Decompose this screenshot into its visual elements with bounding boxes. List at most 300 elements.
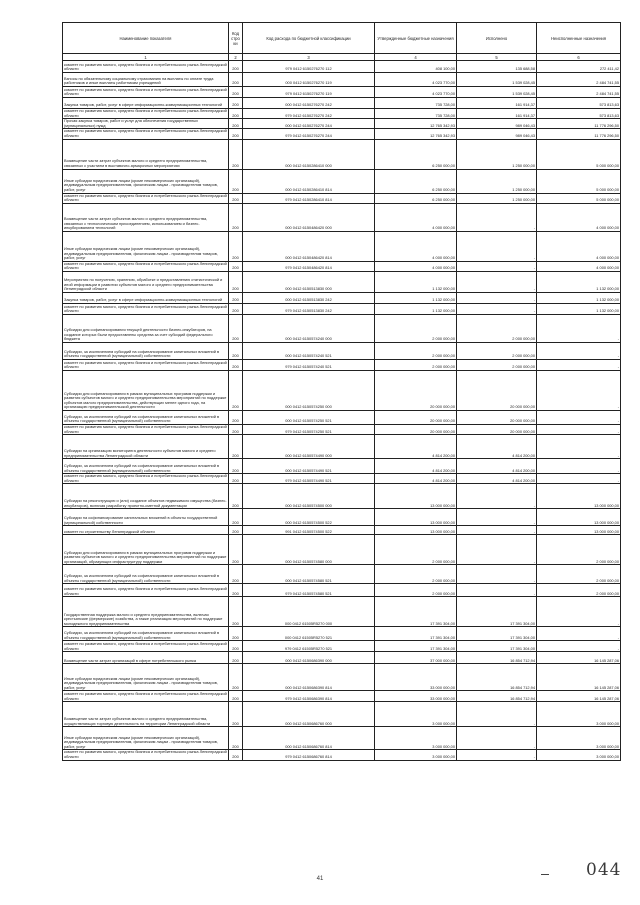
row-budget-code: 979 0412 6150574490 521 <box>243 474 375 484</box>
row-unexecuted-amount: 13 000 000,00 <box>537 484 621 509</box>
row-indicator-name: Субсидии, за исключением субсидий на софинансирование капитальных вложений в объекты государственной (муниципальной) собственности <box>63 565 229 584</box>
row-approved-amount: 1 132 000,00 <box>375 292 457 303</box>
row-line-code: 200 <box>229 292 243 303</box>
row-line-code: 200 <box>229 303 243 314</box>
row-unexecuted-amount: 2 000 000,00 <box>537 565 621 584</box>
row-line-code: 200 <box>229 359 243 370</box>
table-row <box>63 292 621 303</box>
table-row <box>63 424 621 434</box>
row-budget-code: 979 0412 6150486420 814 <box>243 261 375 271</box>
row-indicator-name: Иные субсидии юридическим лицам (кроме некоммерческих организаций), индивидуальным предпринимателям, физическим лицам - производителям товаров, работ, услуг <box>63 664 229 691</box>
row-budget-code: 000 0412 6150513830 242 <box>243 292 375 303</box>
row-executed-amount: - <box>457 271 537 292</box>
row-budget-code: 979 0412 6150513830 242 <box>243 303 375 314</box>
table-row <box>63 584 621 597</box>
table-row <box>63 261 621 271</box>
row-executed-amount: 4 814 200,00 <box>457 435 537 459</box>
row-indicator-name: комитет по развитию малого, среднего бизнеса и потребительского рынка Ленинградской области <box>64 61 227 72</box>
row-line-code: 200 <box>229 535 243 565</box>
row-indicator-name: Иные субсидии юридическим лицам (кроме некоммерческих организаций), индивидуальным предпринимателям, физическим лицам - производителям товаров, работ, услуг <box>63 727 229 750</box>
row-unexecuted-amount: - <box>537 627 621 641</box>
row-unexecuted-amount: 11 776 296,50 <box>537 119 621 129</box>
table-row <box>63 484 621 509</box>
row-budget-code: 000 0412 6150686760 814 <box>243 727 375 750</box>
row-approved-amount: 2 000 000,00 <box>375 314 457 342</box>
row-executed-amount: - <box>457 261 537 271</box>
row-line-code: 200 <box>229 652 243 664</box>
row-approved-amount: 6 250 000,00 <box>375 139 457 169</box>
column-number: 5 <box>457 54 537 61</box>
row-budget-code: 000 0412 6150574580 000 <box>243 535 375 565</box>
row-budget-code: 991 0412 6150574500 522 <box>243 526 375 535</box>
row-approved-amount: 3 000 000,00 <box>375 702 457 727</box>
row-unexecuted-amount: 11 776 296,50 <box>537 129 621 139</box>
row-line-code: 200 <box>229 474 243 484</box>
row-approved-amount: 2 000 000,00 <box>375 565 457 584</box>
row-indicator-name: Субсидии, за исключением субсидий на софинансирование капитальных вложений в объекты государственной (муниципальной) собственности <box>63 342 229 359</box>
row-executed-amount: 1 250 000,00 <box>457 169 537 193</box>
row-line-code: 200 <box>229 526 243 535</box>
row-executed-amount: - <box>457 484 537 509</box>
row-indicator-name: комитет по строительству Ленинградской области <box>63 526 229 535</box>
row-budget-code: 000 0412 6150286410 000 <box>243 139 375 169</box>
row-budget-code: 979 0412 6150574580 521 <box>243 584 375 597</box>
row-approved-amount: 4 023 770,00 <box>375 73 457 87</box>
row-unexecuted-amount: 16 145 287,06 <box>537 664 621 691</box>
row-approved-amount: 33 000 000,00 <box>375 664 457 691</box>
row-indicator-name: комитет по развитию малого, среднего бизнеса и потребительского рынка Ленинградской области <box>64 108 227 118</box>
row-executed-amount: 17 391 304,00 <box>457 597 537 627</box>
row-line-code: 200 <box>229 565 243 584</box>
table-row <box>63 410 621 424</box>
row-line-code: 200 <box>229 584 243 597</box>
row-executed-amount: 20 000 000,00 <box>457 410 537 424</box>
row-line-code: 200 <box>229 129 243 139</box>
row-indicator-name: Возмещение части затрат организаций в сфере потребительского рынка <box>63 652 229 664</box>
table-row <box>63 727 621 750</box>
row-approved-amount: 2 000 000,00 <box>375 584 457 597</box>
row-approved-amount: 20 000 000,00 <box>375 424 457 434</box>
row-unexecuted-amount: 4 000 000,00 <box>537 261 621 271</box>
row-unexecuted-amount: - <box>537 370 621 410</box>
table-row <box>63 203 621 231</box>
row-line-code: 200 <box>229 370 243 410</box>
row-indicator-name: Субсидии, за исключением субсидий на софинансирование капитальных вложений в объекты государственной (муниципальной) собственности <box>63 627 229 641</box>
row-indicator-name: комитет по развитию малого, среднего бизнеса и потребительского рынка Ленинградской области <box>64 749 227 759</box>
row-approved-amount: 17 391 304,00 <box>375 641 457 652</box>
row-line-code: 200 <box>229 193 243 203</box>
row-line-code: 200 <box>229 119 243 129</box>
row-budget-code: 979 0412 6150276270 242 <box>243 109 375 119</box>
row-budget-code: 000 0412 61505R5270 000 <box>243 597 375 627</box>
table-row <box>63 342 621 359</box>
row-approved-amount: 1 132 000,00 <box>375 303 457 314</box>
row-unexecuted-amount: 2 000 000,00 <box>537 535 621 565</box>
row-budget-code: 979 0412 6150276270 244 <box>243 129 375 139</box>
row-approved-amount: 17 391 304,00 <box>375 627 457 641</box>
row-approved-amount: 6 250 000,00 <box>375 193 457 203</box>
table-row <box>63 119 621 129</box>
row-approved-amount: 2 000 000,00 <box>375 342 457 359</box>
row-executed-amount: 1 250 000,00 <box>457 139 537 169</box>
row-budget-code: 979 0412 6150574250 521 <box>243 424 375 434</box>
row-indicator-name: комитет по развитию малого, среднего бизнеса и потребительского рынка Ленинградской области <box>64 261 227 271</box>
table-row <box>63 109 621 119</box>
row-approved-amount: 735 728,00 <box>375 109 457 119</box>
table-row <box>63 370 621 410</box>
row-approved-amount: 4 023 770,00 <box>375 87 457 98</box>
row-unexecuted-amount: - <box>537 314 621 342</box>
row-budget-code: 000 0412 6150686390 814 <box>243 664 375 691</box>
row-line-code: 200 <box>229 424 243 434</box>
row-budget-code: 979 0412 61505R5270 521 <box>243 641 375 652</box>
row-indicator-name: Субсидии на реконструкцию и (или) создание объектов недвижимого имущества (бизнес-инкубаторов), включая разработку проектно-сметной документации <box>63 484 229 509</box>
row-approved-amount: 6 250 000,00 <box>375 169 457 193</box>
row-line-code: 200 <box>229 484 243 509</box>
row-unexecuted-amount: - <box>537 435 621 459</box>
row-line-code: 200 <box>229 271 243 292</box>
row-approved-amount: 13 000 000,00 <box>375 509 457 526</box>
row-executed-amount: 1 539 028,45 <box>457 73 537 87</box>
table-row <box>63 652 621 664</box>
row-executed-amount: 20 000 000,00 <box>457 424 537 434</box>
row-budget-code: 000 0412 6150686390 000 <box>243 652 375 664</box>
row-unexecuted-amount: - <box>537 459 621 474</box>
row-approved-amount: 4 814 200,00 <box>375 435 457 459</box>
row-indicator-name: Закупка товаров, работ, услуг в сфере информационно-коммуникационных технологий <box>63 292 229 303</box>
row-budget-code: 000 0412 6150286410 814 <box>243 169 375 193</box>
column-number-row <box>63 54 621 61</box>
row-line-code: 200 <box>229 139 243 169</box>
table-row <box>63 73 621 87</box>
row-executed-amount: 17 391 304,00 <box>457 641 537 652</box>
table-row <box>63 271 621 292</box>
row-executed-amount: - <box>457 292 537 303</box>
row-unexecuted-amount: 13 000 000,00 <box>537 526 621 535</box>
row-executed-amount: - <box>457 565 537 584</box>
row-indicator-name: Субсидии на организацию мониторинга деятельности субъектов малого и среднего предпринимательства Ленинградской области <box>63 435 229 459</box>
row-budget-code: 979 0412 6150686390 814 <box>243 691 375 702</box>
row-indicator-name: комитет по развитию малого, среднего бизнеса и потребительского рынка Ленинградской области <box>64 691 227 701</box>
table-body <box>63 61 621 761</box>
row-executed-amount: - <box>457 750 537 760</box>
row-executed-amount: 135 688,58 <box>457 61 537 73</box>
row-unexecuted-amount: - <box>537 359 621 370</box>
row-unexecuted-amount: 573 813,63 <box>537 98 621 109</box>
row-executed-amount: 16 854 712,94 <box>457 652 537 664</box>
row-line-code: 200 <box>229 61 243 73</box>
row-unexecuted-amount: 272 411,42 <box>537 61 621 73</box>
table-row <box>63 61 621 73</box>
row-indicator-name: Субсидии для софинансирования в рамках муниципальных программ поддержки и развития субъектов малого и среднего предпринимательства мероприятий по поддержке субъектов малого предпринимательства, действующих менее одного года, на организацию предпринимательской деятельности <box>63 370 229 410</box>
row-line-code: 200 <box>229 727 243 750</box>
row-approved-amount: 20 000 000,00 <box>375 410 457 424</box>
row-approved-amount: 33 000 000,00 <box>375 691 457 702</box>
column-number: 1 <box>63 54 229 61</box>
row-indicator-name: комитет по развитию малого, среднего бизнеса и потребительского рынка Ленинградской области <box>64 424 227 434</box>
table-row <box>63 750 621 760</box>
row-budget-code: 000 0412 6150486420 000 <box>243 203 375 231</box>
table-row <box>63 314 621 342</box>
row-unexecuted-amount: - <box>537 641 621 652</box>
row-executed-amount: 2 000 000,00 <box>457 314 537 342</box>
row-unexecuted-amount: 573 813,63 <box>537 109 621 119</box>
table-row <box>63 139 621 169</box>
table-row <box>63 597 621 627</box>
row-approved-amount: 4 000 000,00 <box>375 203 457 231</box>
column-number: 6 <box>537 54 621 61</box>
row-line-code: 200 <box>229 702 243 727</box>
row-indicator-name: Возмещение части затрат субъектов малого и среднего предпринимательства, осуществляющих торговую деятельность на территории Ленинградской области <box>63 702 229 727</box>
row-budget-code: 979 0412 6150276270 119 <box>243 87 375 98</box>
row-budget-code: 000 0412 6150574500 522 <box>243 509 375 526</box>
row-executed-amount: - <box>457 509 537 526</box>
row-indicator-name: Иные субсидии юридическим лицам (кроме некоммерческих организаций), индивидуальным предпринимателям, физическим лицам - производителям товаров, работ, услуг <box>63 169 229 193</box>
row-line-code: 200 <box>229 435 243 459</box>
row-unexecuted-amount: 3 000 000,00 <box>537 727 621 750</box>
row-indicator-name: Субсидии для софинансирования в рамках муниципальных программ поддержки и развития субъектов малого и среднего предпринимательства мероприятий по поддержке организаций, образующих инфраструктуру поддержки <box>63 535 229 565</box>
row-executed-amount: 1 539 028,45 <box>457 87 537 98</box>
row-executed-amount: 2 000 000,00 <box>457 342 537 359</box>
page-number: 41 <box>316 876 324 882</box>
table-row <box>63 435 621 459</box>
row-approved-amount: 13 000 000,00 <box>375 484 457 509</box>
row-approved-amount: 1 132 000,00 <box>375 271 457 292</box>
row-line-code: 200 <box>229 750 243 760</box>
row-indicator-name: комитет по развитию малого, среднего бизнеса и потребительского рынка Ленинградской области <box>64 193 227 203</box>
row-approved-amount: 4 000 000,00 <box>375 261 457 271</box>
row-unexecuted-amount: 2 000 000,00 <box>537 584 621 597</box>
row-approved-amount: 4 814 200,00 <box>375 459 457 474</box>
row-line-code: 200 <box>229 342 243 359</box>
column-number: 3 <box>243 54 375 61</box>
row-line-code: 200 <box>229 597 243 627</box>
row-line-code: 200 <box>229 459 243 474</box>
row-line-code: 200 <box>229 641 243 652</box>
table-row <box>63 359 621 370</box>
row-indicator-name: Субсидии, за исключением субсидий на софинансирование капитальных вложений в объекты государственной (муниципальной) собственности <box>63 410 229 424</box>
row-budget-code: 000 0412 6150574240 521 <box>243 342 375 359</box>
table-row <box>63 509 621 526</box>
table-row <box>63 303 621 314</box>
row-unexecuted-amount: 16 145 287,06 <box>537 691 621 702</box>
table-header-row <box>63 23 621 54</box>
row-budget-code: 000 0412 6150276270 242 <box>243 98 375 109</box>
row-budget-code: 000 0412 6150686760 000 <box>243 702 375 727</box>
row-approved-amount: 13 000 000,00 <box>375 526 457 535</box>
row-unexecuted-amount: 3 000 000,00 <box>537 750 621 760</box>
column-number: 2 <box>229 54 243 61</box>
row-indicator-name: Иные субсидии юридическим лицам (кроме некоммерческих организаций), индивидуальным предпринимателям, физическим лицам - производителям товаров, работ, услуг <box>63 231 229 261</box>
table-row <box>63 702 621 727</box>
table-row <box>63 87 621 98</box>
row-executed-amount: 20 000 000,00 <box>457 370 537 410</box>
row-line-code: 200 <box>229 169 243 193</box>
row-line-code: 200 <box>229 73 243 87</box>
row-indicator-name: комитет по развитию малого, среднего бизнеса и потребительского рынка Ленинградской области <box>64 86 227 97</box>
row-budget-code: 979 0412 6150574240 521 <box>243 359 375 370</box>
row-unexecuted-amount: 5 000 000,00 <box>537 193 621 203</box>
row-budget-code: 000 0412 6150574250 000 <box>243 370 375 410</box>
row-line-code: 200 <box>229 231 243 261</box>
row-budget-code: 000 0412 6150574240 000 <box>243 314 375 342</box>
row-executed-amount: - <box>457 303 537 314</box>
row-approved-amount: 4 814 200,00 <box>375 474 457 484</box>
row-line-code: 200 <box>229 314 243 342</box>
row-indicator-name: Возмещение части затрат субъектов малого и среднего предпринимательства, связанных с участием в выставочно-ярмарочных мероприятиях <box>63 139 229 169</box>
row-unexecuted-amount: 2 484 741,55 <box>537 87 621 98</box>
row-line-code: 200 <box>229 664 243 691</box>
row-line-code: 200 <box>229 627 243 641</box>
row-budget-code: 000 0412 6150574490 000 <box>243 435 375 459</box>
header-executed: Исполнено <box>457 23 537 54</box>
row-budget-code: 000 0412 6150486420 814 <box>243 231 375 261</box>
row-approved-amount: 37 000 000,00 <box>375 652 457 664</box>
row-unexecuted-amount: 5 000 000,00 <box>537 139 621 169</box>
table-row <box>63 627 621 641</box>
row-indicator-name: комитет по развитию малого, среднего бизнеса и потребительского рынка Ленинградской области <box>64 128 227 138</box>
row-approved-amount: 735 728,00 <box>375 98 457 109</box>
row-approved-amount: 408 100,00 <box>375 61 457 73</box>
row-approved-amount: 17 391 304,00 <box>375 597 457 627</box>
row-unexecuted-amount: 3 000 000,00 <box>537 702 621 727</box>
row-unexecuted-amount: - <box>537 474 621 484</box>
table-row <box>63 459 621 474</box>
row-unexecuted-amount: 1 132 000,00 <box>537 303 621 314</box>
row-executed-amount: 2 000 000,00 <box>457 359 537 370</box>
row-approved-amount: 20 000 000,00 <box>375 370 457 410</box>
row-approved-amount: 12 765 342,93 <box>375 129 457 139</box>
row-indicator-name: Субсидии на софинансирование капитальных вложений в объекты государственной (муниципальной) собственности <box>63 509 229 526</box>
table-row <box>63 98 621 109</box>
row-executed-amount: 17 391 304,00 <box>457 627 537 641</box>
row-budget-code: 000 0412 6150574580 521 <box>243 565 375 584</box>
row-budget-code: 000 0412 61505R5270 521 <box>243 627 375 641</box>
row-indicator-name: Субсидии для софинансирования текущей деятельности бизнес-инкубаторов, на создание которых были предоставлены средства за счет субсидий федерального бюджета <box>63 314 229 342</box>
row-indicator-name: Взносы по обязательному социальному страхованию на выплаты по оплате труда работников и иные выплаты работникам учреждений <box>63 73 229 87</box>
table-row <box>63 535 621 565</box>
row-budget-code: 979 0412 6150286410 814 <box>243 193 375 203</box>
table-row <box>63 691 621 702</box>
row-executed-amount: 161 914,37 <box>457 98 537 109</box>
row-executed-amount: 989 046,43 <box>457 119 537 129</box>
row-budget-code: 000 0412 6150276270 119 <box>243 73 375 87</box>
footer-dash <box>541 874 549 875</box>
row-unexecuted-amount: 4 000 000,00 <box>537 203 621 231</box>
table-row <box>63 169 621 193</box>
header-budget-code: Код расхода по бюджетной классификации <box>243 23 375 54</box>
row-approved-amount: 4 000 000,00 <box>375 231 457 261</box>
table-row <box>63 565 621 584</box>
row-executed-amount: 16 854 712,94 <box>457 691 537 702</box>
row-unexecuted-amount: 1 132 000,00 <box>537 292 621 303</box>
table-row <box>63 231 621 261</box>
row-indicator-name: Прочая закупка товаров, работ и услуг для обеспечения государственных (муниципальных) нужд <box>63 119 229 129</box>
row-executed-amount: - <box>457 231 537 261</box>
row-executed-amount: 989 046,43 <box>457 129 537 139</box>
row-unexecuted-amount: 13 000 000,00 <box>537 509 621 526</box>
row-line-code: 200 <box>229 203 243 231</box>
row-indicator-name: комитет по развитию малого, среднего бизнеса и потребительского рынка Ленинградской области <box>64 303 227 314</box>
table-row <box>63 193 621 203</box>
row-unexecuted-amount: - <box>537 410 621 424</box>
row-line-code: 200 <box>229 87 243 98</box>
row-line-code: 200 <box>229 410 243 424</box>
row-approved-amount: 12 765 342,93 <box>375 119 457 129</box>
row-executed-amount: 4 814 200,00 <box>457 459 537 474</box>
row-executed-amount: - <box>457 203 537 231</box>
row-budget-code: 979 0412 6150276270 112 <box>243 61 375 73</box>
row-executed-amount: - <box>457 535 537 565</box>
row-executed-amount: - <box>457 584 537 597</box>
row-indicator-name: комитет по развитию малого, среднего бизнеса и потребительского рынка Ленинградской области <box>64 473 227 483</box>
handwritten-sheet-number: 044 <box>586 860 622 880</box>
row-budget-code: 000 0412 6150574500 000 <box>243 484 375 509</box>
row-indicator-name: комитет по развитию малого, среднего бизнеса и потребительского рынка Ленинградской области <box>64 359 227 370</box>
row-executed-amount: 16 854 712,94 <box>457 664 537 691</box>
row-executed-amount: - <box>457 702 537 727</box>
row-approved-amount: 3 000 000,00 <box>375 727 457 750</box>
row-line-code: 200 <box>229 98 243 109</box>
table-row <box>63 641 621 652</box>
row-unexecuted-amount: 4 000 000,00 <box>537 231 621 261</box>
table-row <box>63 664 621 691</box>
row-unexecuted-amount: 2 484 741,55 <box>537 73 621 87</box>
row-executed-amount: 1 250 000,00 <box>457 193 537 203</box>
row-line-code: 200 <box>229 509 243 526</box>
budget-execution-table <box>62 22 621 761</box>
row-executed-amount: 161 914,37 <box>457 109 537 119</box>
row-unexecuted-amount: 5 000 000,00 <box>537 169 621 193</box>
row-unexecuted-amount: - <box>537 342 621 359</box>
row-line-code: 200 <box>229 109 243 119</box>
column-number: 4 <box>375 54 457 61</box>
report-sheet <box>62 22 620 761</box>
row-budget-code: 000 0412 6150574250 521 <box>243 410 375 424</box>
row-indicator-name: Закупка товаров, работ, услуг в сфере информационно-коммуникационных технологий <box>63 98 229 109</box>
row-indicator-name: комитет по развитию малого, среднего бизнеса и потребительского рынка Ленинградской области <box>64 641 227 651</box>
row-budget-code: 000 0412 6150574490 521 <box>243 459 375 474</box>
row-unexecuted-amount: 16 145 287,06 <box>537 652 621 664</box>
header-unexecuted: Неисполненные назначения <box>537 23 621 54</box>
row-indicator-name: комитет по развитию малого, среднего бизнеса и потребительского рынка Ленинградской области <box>63 584 229 597</box>
row-executed-amount: 4 814 200,00 <box>457 474 537 484</box>
row-approved-amount: 2 000 000,00 <box>375 359 457 370</box>
row-executed-amount: - <box>457 727 537 750</box>
row-executed-amount: - <box>457 526 537 535</box>
row-indicator-name: Мероприятия по получению, хранению, обработке и предоставлению статистической и иной информации в развитии субъектов малого и среднего предпринимательства Ленинградской области <box>63 271 229 292</box>
header-approved: Утвержденные бюджетные назначения <box>375 23 457 54</box>
row-unexecuted-amount: - <box>537 597 621 627</box>
row-budget-code: 000 0412 6150513830 000 <box>243 271 375 292</box>
table-row <box>63 526 621 535</box>
row-line-code: 200 <box>229 691 243 702</box>
row-budget-code: 000 0412 6150276270 244 <box>243 119 375 129</box>
row-line-code: 200 <box>229 261 243 271</box>
header-line-code: Код стро ки <box>229 23 243 54</box>
row-unexecuted-amount: - <box>537 424 621 434</box>
table-row <box>63 474 621 484</box>
header-indicator-name: Наименование показателя <box>63 23 229 54</box>
row-unexecuted-amount: 1 132 000,00 <box>537 271 621 292</box>
row-budget-code: 979 0412 6150686760 814 <box>243 750 375 760</box>
row-approved-amount: 2 000 000,00 <box>375 535 457 565</box>
row-approved-amount: 3 000 000,00 <box>375 750 457 760</box>
row-indicator-name: Субсидии, за исключением субсидий на софинансирование капитальных вложений в объекты государственной (муниципальной) собственности <box>63 459 229 474</box>
row-indicator-name: Государственная поддержка малого и среднего предпринимательства, включая крестьянские (фермерские) хозяйства, а также реализация мероприятий по поддержке молодежного предпринимательства <box>63 597 229 627</box>
row-indicator-name: Возмещение части затрат субъектов малого и среднего предпринимательства, связанных с технологическим присоединением, использованием и бизнес-инкубированием технологий <box>63 203 229 231</box>
table-row <box>63 129 621 139</box>
